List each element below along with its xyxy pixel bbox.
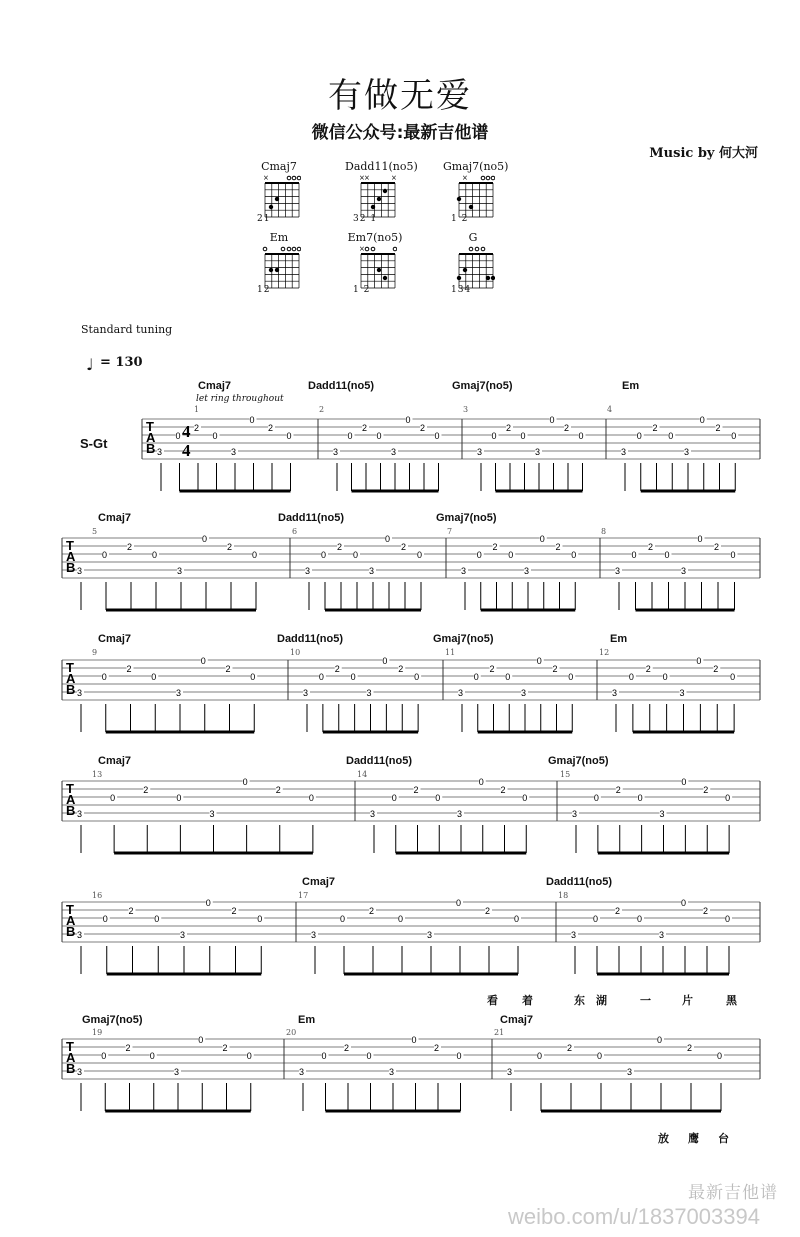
fret-number: 0 xyxy=(514,914,520,924)
fret-number: 0 xyxy=(321,550,327,560)
fret-number: 2 xyxy=(128,906,134,916)
fret-number: 0 xyxy=(149,1051,155,1061)
fret-number: 0 xyxy=(242,777,248,787)
fret-number: 0 xyxy=(730,672,736,682)
lyric-syllable: 东 xyxy=(574,994,585,1007)
tab-clef: A xyxy=(66,671,76,686)
fret-number: 0 xyxy=(491,431,497,441)
measure-number: 20 xyxy=(286,1028,297,1037)
fret-number: 3 xyxy=(299,1067,305,1077)
time-signature: 4 xyxy=(182,422,191,441)
fret-number: 2 xyxy=(489,664,495,674)
fret-number: 0 xyxy=(205,898,211,908)
fret-number: 0 xyxy=(637,793,643,803)
fret-number: 0 xyxy=(353,550,359,560)
svg-text:×: × xyxy=(359,245,365,253)
fret-number: 3 xyxy=(366,688,372,698)
chord-name: Cmaj7 xyxy=(98,755,132,767)
fret-number: 0 xyxy=(151,672,157,682)
fret-number: 0 xyxy=(246,1051,252,1061)
fret-number: 2 xyxy=(334,664,340,674)
fret-number: 2 xyxy=(222,1043,228,1053)
fret-number: 2 xyxy=(714,542,720,552)
chord-diagram-fingers: 134 xyxy=(451,285,472,295)
fret-number: 0 xyxy=(435,793,441,803)
fret-number: 3 xyxy=(457,809,463,819)
lyric-syllable: 鹰 xyxy=(688,1132,699,1145)
fret-number: 3 xyxy=(621,447,627,457)
tab-clef: T xyxy=(66,1039,74,1054)
chord-diagram-name: Cmaj7 xyxy=(261,160,297,173)
tab-clef: T xyxy=(146,419,154,434)
fret-number: 2 xyxy=(492,542,498,552)
fret-number: 2 xyxy=(143,785,149,795)
fret-number: 0 xyxy=(536,656,542,666)
fret-number: 2 xyxy=(485,906,491,916)
measure-number: 18 xyxy=(558,891,569,900)
fret-number: 0 xyxy=(664,550,670,560)
measure-number: 5 xyxy=(92,527,98,536)
fret-number: 3 xyxy=(77,809,83,819)
fret-number: 0 xyxy=(593,793,599,803)
fret-number: 2 xyxy=(434,1043,440,1053)
fret-number: 2 xyxy=(703,785,709,795)
fret-number: 0 xyxy=(200,656,206,666)
fret-number: 2 xyxy=(401,542,407,552)
fret-number: 0 xyxy=(152,550,158,560)
fret-number: 2 xyxy=(125,1043,131,1053)
fret-number: 3 xyxy=(209,809,215,819)
fret-number: 3 xyxy=(659,930,665,940)
chord-name: Cmaj7 xyxy=(500,1014,534,1026)
time-signature: 4 xyxy=(182,441,191,460)
fret-number: 0 xyxy=(508,550,514,560)
let-ring-instruction: let ring throughout xyxy=(196,394,284,404)
fret-number: 0 xyxy=(520,431,526,441)
chord-diagram-name: Dadd11(no5) xyxy=(345,160,418,173)
chord-diagram-fingers: 32 1 xyxy=(353,214,378,224)
song-title: 有做无爱 xyxy=(328,76,472,116)
fret-number: 0 xyxy=(101,672,107,682)
fret-number: 0 xyxy=(321,1051,327,1061)
fret-number: 2 xyxy=(194,423,200,433)
fret-number: 0 xyxy=(597,1051,603,1061)
fret-number: 0 xyxy=(382,656,388,666)
lyric-syllable: 台 xyxy=(718,1132,729,1145)
chord-diagram-fingers: 21 xyxy=(257,214,271,224)
fret-number: 2 xyxy=(126,664,132,674)
fret-number: 0 xyxy=(681,898,687,908)
fret-number: 3 xyxy=(458,688,464,698)
fret-number: 3 xyxy=(681,566,687,576)
lyric-syllable: 放 xyxy=(658,1132,669,1145)
fret-number: 3 xyxy=(571,930,577,940)
fret-number: 2 xyxy=(231,906,237,916)
fret-number: 2 xyxy=(500,785,506,795)
fret-number: 3 xyxy=(369,566,375,576)
tab-clef: B xyxy=(66,1061,76,1076)
fret-number: 0 xyxy=(636,431,642,441)
fret-number: 3 xyxy=(615,566,621,576)
fret-number: 0 xyxy=(478,777,484,787)
fret-number: 0 xyxy=(637,914,643,924)
svg-text:×: × xyxy=(364,174,370,182)
fret-number: 2 xyxy=(713,664,719,674)
fret-number: 0 xyxy=(537,1051,543,1061)
chord-name: Dadd11(no5) xyxy=(308,380,375,392)
fret-number: 0 xyxy=(539,534,545,544)
fret-number: 2 xyxy=(648,542,654,552)
fret-number: 0 xyxy=(102,550,108,560)
measure-number: 10 xyxy=(290,648,301,657)
tab-clef: T xyxy=(66,781,74,796)
fret-number: 0 xyxy=(318,672,324,682)
measure-number: 15 xyxy=(560,770,571,779)
fret-number: 0 xyxy=(202,534,208,544)
tab-clef: A xyxy=(66,549,76,564)
chord-name: Cmaj7 xyxy=(198,380,232,392)
quarter-note-icon: ♩ xyxy=(86,355,94,374)
fret-number: 0 xyxy=(175,431,181,441)
chord-name: Dadd11(no5) xyxy=(346,755,413,767)
tab-clef: T xyxy=(66,538,74,553)
tab-clef: A xyxy=(66,1050,76,1065)
lyric-syllable: 黑 xyxy=(726,994,737,1007)
fret-number: 0 xyxy=(405,415,411,425)
chord-diagram-fingers: 1 2 xyxy=(353,285,371,295)
tab-clef: B xyxy=(66,803,76,818)
fret-number: 2 xyxy=(652,423,658,433)
fret-number: 2 xyxy=(369,906,375,916)
fret-number: 2 xyxy=(703,906,709,916)
fret-number: 3 xyxy=(627,1067,633,1077)
fret-number: 2 xyxy=(552,664,558,674)
fret-number: 0 xyxy=(176,793,182,803)
fret-number: 0 xyxy=(731,431,737,441)
fret-number: 0 xyxy=(657,1035,663,1045)
fret-number: 3 xyxy=(391,447,397,457)
lyric-syllable: 着 xyxy=(522,994,533,1007)
fret-number: 0 xyxy=(697,534,703,544)
fret-number: 0 xyxy=(286,431,292,441)
measure-number: 13 xyxy=(92,770,103,779)
chord-name: Em xyxy=(610,633,628,645)
svg-text:×: × xyxy=(359,174,365,182)
lyric-syllable: 看 xyxy=(487,994,498,1007)
fret-number: 0 xyxy=(434,431,440,441)
fret-number: 0 xyxy=(411,1035,417,1045)
fret-number: 0 xyxy=(725,793,731,803)
fret-number: 3 xyxy=(524,566,530,576)
fret-number: 3 xyxy=(303,688,309,698)
fret-number: 2 xyxy=(337,542,343,552)
fret-number: 0 xyxy=(476,550,482,560)
fret-number: 3 xyxy=(535,447,541,457)
fret-number: 0 xyxy=(198,1035,204,1045)
fret-number: 3 xyxy=(180,930,186,940)
fret-number: 3 xyxy=(572,809,578,819)
fret-number: 0 xyxy=(417,550,423,560)
chord-name: Em xyxy=(298,1014,316,1026)
measure-number: 2 xyxy=(319,405,325,414)
fret-number: 0 xyxy=(725,914,731,924)
fret-number: 2 xyxy=(275,785,281,795)
chord-name: Gmaj7(no5) xyxy=(436,512,497,524)
fret-number: 3 xyxy=(612,688,618,698)
chord-name: Gmaj7(no5) xyxy=(452,380,513,392)
fret-number: 3 xyxy=(370,809,376,819)
chord-name: Gmaj7(no5) xyxy=(548,755,609,767)
tab-clef: A xyxy=(146,430,156,445)
chord-diagram-name: G xyxy=(468,231,478,244)
fret-number: 0 xyxy=(366,1051,372,1061)
tab-clef: T xyxy=(66,902,74,917)
fret-number: 0 xyxy=(730,550,736,560)
fret-number: 3 xyxy=(231,447,237,457)
lyric-syllable: 一 xyxy=(640,994,651,1007)
chord-name: Gmaj7(no5) xyxy=(433,633,494,645)
chord-name: Cmaj7 xyxy=(98,512,132,524)
fret-number: 3 xyxy=(77,1067,83,1077)
fret-number: 3 xyxy=(333,447,339,457)
fret-number: 3 xyxy=(157,447,163,457)
fret-number: 2 xyxy=(225,664,231,674)
fret-number: 3 xyxy=(177,566,183,576)
measure-number: 17 xyxy=(298,891,309,900)
fret-number: 0 xyxy=(250,672,256,682)
fret-number: 2 xyxy=(227,542,233,552)
fret-number: 0 xyxy=(398,914,404,924)
chord-name: Dadd11(no5) xyxy=(277,633,344,645)
lyric-syllable: 片 xyxy=(682,994,693,1007)
fret-number: 3 xyxy=(389,1067,395,1077)
chord-diagram-fingers: 12 xyxy=(257,285,271,295)
fret-number: 2 xyxy=(268,423,274,433)
fret-number: 2 xyxy=(615,785,621,795)
fret-number: 3 xyxy=(77,930,83,940)
fret-number: 2 xyxy=(645,664,651,674)
fret-number: 0 xyxy=(717,1051,723,1061)
fret-number: 3 xyxy=(77,566,83,576)
tuning-label: Standard tuning xyxy=(81,323,173,336)
fret-number: 0 xyxy=(668,431,674,441)
measure-number: 1 xyxy=(194,405,200,414)
lyric-syllable: 湖 xyxy=(596,994,607,1007)
fret-number: 2 xyxy=(687,1043,693,1053)
measure-number: 11 xyxy=(445,648,456,657)
fret-number: 0 xyxy=(628,672,634,682)
chord-diagram-fingers: 1 2 xyxy=(451,214,469,224)
tab-clef: T xyxy=(66,660,74,675)
fret-number: 0 xyxy=(110,793,116,803)
measure-number: 16 xyxy=(92,891,103,900)
fret-number: 0 xyxy=(662,672,668,682)
fret-number: 0 xyxy=(385,534,391,544)
fret-number: 0 xyxy=(252,550,258,560)
fret-number: 3 xyxy=(77,688,83,698)
fret-number: 0 xyxy=(350,672,356,682)
measure-number: 14 xyxy=(357,770,368,779)
fret-number: 0 xyxy=(212,431,218,441)
fret-number: 2 xyxy=(506,423,512,433)
chord-diagram-name: Em xyxy=(269,231,289,244)
fret-number: 3 xyxy=(461,566,467,576)
fret-number: 3 xyxy=(477,447,483,457)
fret-number: 2 xyxy=(362,423,368,433)
fret-number: 0 xyxy=(473,672,479,682)
fret-number: 0 xyxy=(347,431,353,441)
fret-number: 0 xyxy=(101,1051,107,1061)
fret-number: 0 xyxy=(505,672,511,682)
chord-diagram-name: Em7(no5) xyxy=(347,231,403,244)
fret-number: 3 xyxy=(176,688,182,698)
fret-number: 3 xyxy=(507,1067,513,1077)
fret-number: 0 xyxy=(593,914,599,924)
fret-number: 2 xyxy=(567,1043,573,1053)
fret-number: 0 xyxy=(699,415,705,425)
tab-clef: B xyxy=(66,682,76,697)
fret-number: 3 xyxy=(427,930,433,940)
svg-text:×: × xyxy=(462,174,468,182)
fret-number: 0 xyxy=(568,672,574,682)
fret-number: 2 xyxy=(715,423,721,433)
fret-number: 0 xyxy=(102,914,108,924)
fret-number: 0 xyxy=(456,898,462,908)
fret-number: 3 xyxy=(684,447,690,457)
fret-number: 2 xyxy=(555,542,561,552)
chord-diagram-name: Gmaj7(no5) xyxy=(443,160,509,173)
svg-text:×: × xyxy=(391,174,397,182)
measure-number: 21 xyxy=(494,1028,505,1037)
measure-number: 8 xyxy=(601,527,607,536)
instrument-name: S-Gt xyxy=(80,436,108,451)
fret-number: 0 xyxy=(631,550,637,560)
measure-number: 7 xyxy=(447,527,453,536)
fret-number: 3 xyxy=(311,930,317,940)
fret-number: 3 xyxy=(305,566,311,576)
chord-name: Dadd11(no5) xyxy=(546,876,613,888)
chord-name: Cmaj7 xyxy=(98,633,132,645)
watermark-url: weibo.com/u/1837003394 xyxy=(508,1204,760,1229)
fret-number: 0 xyxy=(340,914,346,924)
fret-number: 0 xyxy=(308,793,314,803)
tab-clef: B xyxy=(66,924,76,939)
fret-number: 0 xyxy=(249,415,255,425)
composer-credit: Music by 何大河 xyxy=(649,146,758,161)
watermark-brand: 最新吉他谱 xyxy=(688,1183,778,1203)
tab-clef: A xyxy=(66,913,76,928)
subtitle: 微信公众号:最新吉他谱 xyxy=(311,123,489,143)
fret-number: 0 xyxy=(522,793,528,803)
fret-number: 3 xyxy=(174,1067,180,1077)
fret-number: 0 xyxy=(578,431,584,441)
tempo-marking: = 130 xyxy=(100,355,143,370)
fret-number: 0 xyxy=(376,431,382,441)
measure-number: 9 xyxy=(92,648,98,657)
fret-number: 0 xyxy=(571,550,577,560)
fret-number: 2 xyxy=(564,423,570,433)
tab-clef: B xyxy=(146,441,156,456)
fret-number: 2 xyxy=(344,1043,350,1053)
tab-clef: B xyxy=(66,560,76,575)
measure-number: 12 xyxy=(599,648,610,657)
fret-number: 2 xyxy=(615,906,621,916)
chord-name: Em xyxy=(622,380,640,392)
fret-number: 0 xyxy=(154,914,160,924)
measure-number: 4 xyxy=(607,405,613,414)
chord-name: Dadd11(no5) xyxy=(278,512,345,524)
svg-text:×: × xyxy=(263,174,269,182)
measure-number: 6 xyxy=(292,527,298,536)
fret-number: 3 xyxy=(659,809,665,819)
fret-number: 0 xyxy=(681,777,687,787)
fret-number: 2 xyxy=(420,423,426,433)
fret-number: 2 xyxy=(413,785,419,795)
tab-clef: A xyxy=(66,792,76,807)
fret-number: 2 xyxy=(127,542,133,552)
measure-number: 3 xyxy=(463,405,469,414)
chord-name: Cmaj7 xyxy=(302,876,336,888)
fret-number: 2 xyxy=(398,664,404,674)
fret-number: 0 xyxy=(456,1051,462,1061)
fret-number: 0 xyxy=(696,656,702,666)
fret-number: 0 xyxy=(414,672,420,682)
fret-number: 0 xyxy=(391,793,397,803)
fret-number: 3 xyxy=(679,688,685,698)
fret-number: 0 xyxy=(257,914,263,924)
chord-name: Gmaj7(no5) xyxy=(82,1014,143,1026)
measure-number: 19 xyxy=(92,1028,103,1037)
fret-number: 0 xyxy=(549,415,555,425)
fret-number: 3 xyxy=(521,688,527,698)
